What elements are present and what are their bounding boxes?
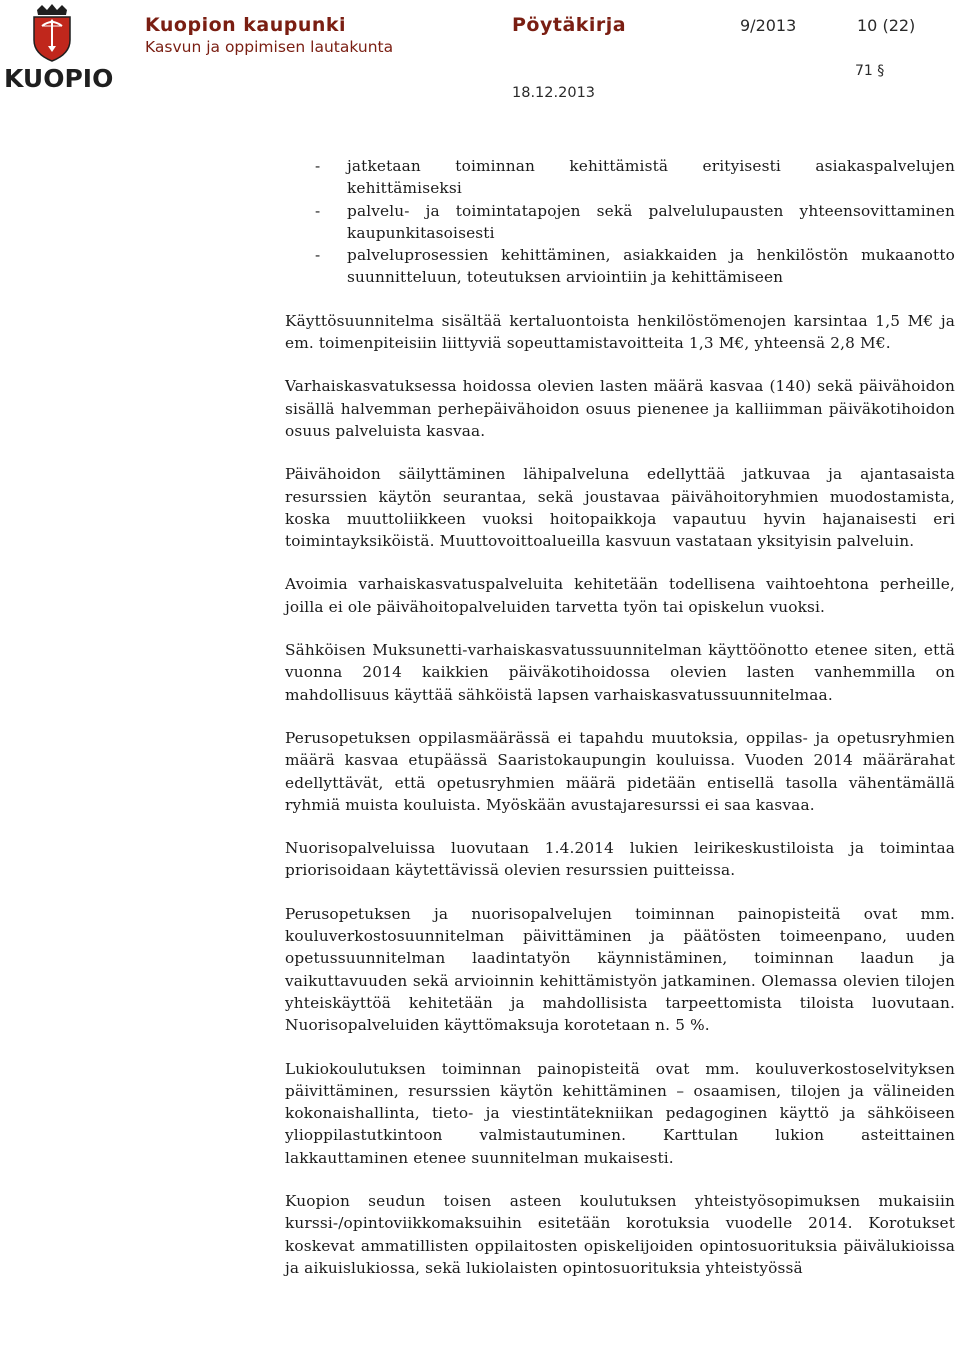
meeting-date: 18.12.2013 bbox=[512, 85, 596, 101]
paragraph: Nuorisopalveluissa luovutaan 1.4.2014 lukien leirikeskustiloista ja toimintaa priorisoidaan käytettävissä olevien resurssien puitteissa. bbox=[285, 839, 955, 880]
minutes-number: 9/2013 bbox=[740, 16, 797, 35]
paragraph: Päivähoidon säilyttäminen lähipalveluna edellyttää jatkuvaa ja ajantasaista resurssien käytön seurantaa, sekä joustavaa päivähoitoryhmien muodostamista, koska muuttoliikkeen vuoksi hoitopaikkoja vapautuu hyvin hajanaisesti eri toimintayksiköistä. Muuttovoittoalueilla kasvuun vastataan yksityisin palveluin. bbox=[285, 465, 955, 551]
logo-wordmark: KUOPIO bbox=[4, 64, 114, 93]
paragraph: Käyttösuunnitelma sisältää kertaluontoista henkilöstömenojen karsintaa 1,5 M€ ja em. toimenpiteisiin liittyviä sopeuttamistavoitteita 1,3 M€, yhteensä 2,8 M€. bbox=[285, 311, 955, 353]
paragraph: Kuopion seudun toisen asteen koulutuksen yhteistyösopimuksen mukaisiin kurssi-/opintoviikkomaksuihin esitetään korotuksia vuodelle 2014. Korotukset koskevat ammatillisten oppilaitosten opiskelijoiden opintosuorituksia päivälukioissa ja aikuislukiossa, sekä lukiolaisten opintosuorituksia yhteistyössä bbox=[285, 1191, 955, 1277]
paragraph: Sähköisen Muksunetti-varhaiskasvatussuunnitelman käyttöönotto etenee siten, että vuonna 2014 kaikkien päiväkotihoidossa olevien lasten vanhemmilla on mahdollisuus käyttää sähköistä lapsen varhaiskasvatussuunnitelmaa. bbox=[285, 641, 955, 704]
bullet-list bbox=[285, 155, 955, 289]
list-item: - palveluprosessien kehittäminen, asiakkaiden ja henkilöstön mukaanotto suunnitteluun, toteutuksen arviointiin ja kehittämiseen bbox=[285, 244, 955, 289]
list-item: - palvelu- ja toimintatapojen sekä palvelulupausten yhteensovittaminen kaupunkitasoisesti bbox=[285, 200, 955, 245]
document-body bbox=[285, 155, 955, 1300]
list-item: - jatketaan toiminnan kehittämistä erityisesti asiakaspalvelujen kehittämiseksi bbox=[285, 155, 955, 200]
page-number: 10 (22) bbox=[857, 16, 916, 35]
paragraph: Avoimia varhaiskasvatuspalveluita kehitetään todellisena vaihtoehtona perheille, joilla ei ole päivähoitopalveluiden tarvetta työn tai opiskelun vuoksi. bbox=[285, 575, 955, 616]
paragraph: Lukiokoulutuksen toiminnan painopisteitä ovat mm. kouluverkostoselvityksen päivittäminen, resurssien käytön kehittäminen – osaamisen, tilojen ja välineiden kokonaishallinta, tieto- ja viestintätekniikan pedagoginen käyttö ja sähköiseen ylioppilastutkintoon valmistautuminen. Karttulan lukion asteittainen lakkauttaminen etenee suunnitelman mukaisesti. bbox=[285, 1059, 955, 1167]
kuopio-logo bbox=[4, 4, 114, 96]
paragraph: Perusopetuksen ja nuorisopalvelujen toiminnan painopisteitä ovat mm. kouluverkostosuunnitelman päivittäminen ja päätösten toimeenpano, uuden opetussuunnitelman laadintatyön käynnistäminen, toiminnan laadun ja vaikuttavuuden sekä arvioinnin kehittämistyön jatkaminen. Olemassa olevien tilojen yhteiskäyttöä kehitetään ja mahdollisista tarpeettomista tiloista luovutaan. Nuorisopalveluiden käyttömaksuja korotetaan n. 5 %. bbox=[285, 904, 955, 1035]
organization-name: Kuopion kaupunki bbox=[145, 14, 347, 36]
paragraph: Varhaiskasvatuksessa hoidossa olevien lasten määrä kasvaa (140) sekä päivähoidon sisällä halvemman perhepäivähoidon osuus pienenee ja kalliimman päiväkotihoidon osuus palveluista kasvaa. bbox=[285, 377, 955, 440]
document-type: Pöytäkirja bbox=[512, 14, 627, 36]
coat-of-arms-icon bbox=[4, 4, 100, 64]
section-number: 71 § bbox=[855, 63, 885, 79]
board-name: Kasvun ja oppimisen lautakunta bbox=[145, 38, 394, 56]
paragraph: Perusopetuksen oppilasmäärässä ei tapahdu muutoksia, oppilas- ja opetusryhmien määrä kasvaa etupäässä Saaristokaupungin kouluissa. Vuoden 2014 määrärahat edellyttävät, että opetusryhmien määrä pidetään entisellä tasolla vähentämällä ryhmiä muista kouluista. Myöskään avustajaresurssi ei saa kasvaa. bbox=[285, 728, 955, 814]
